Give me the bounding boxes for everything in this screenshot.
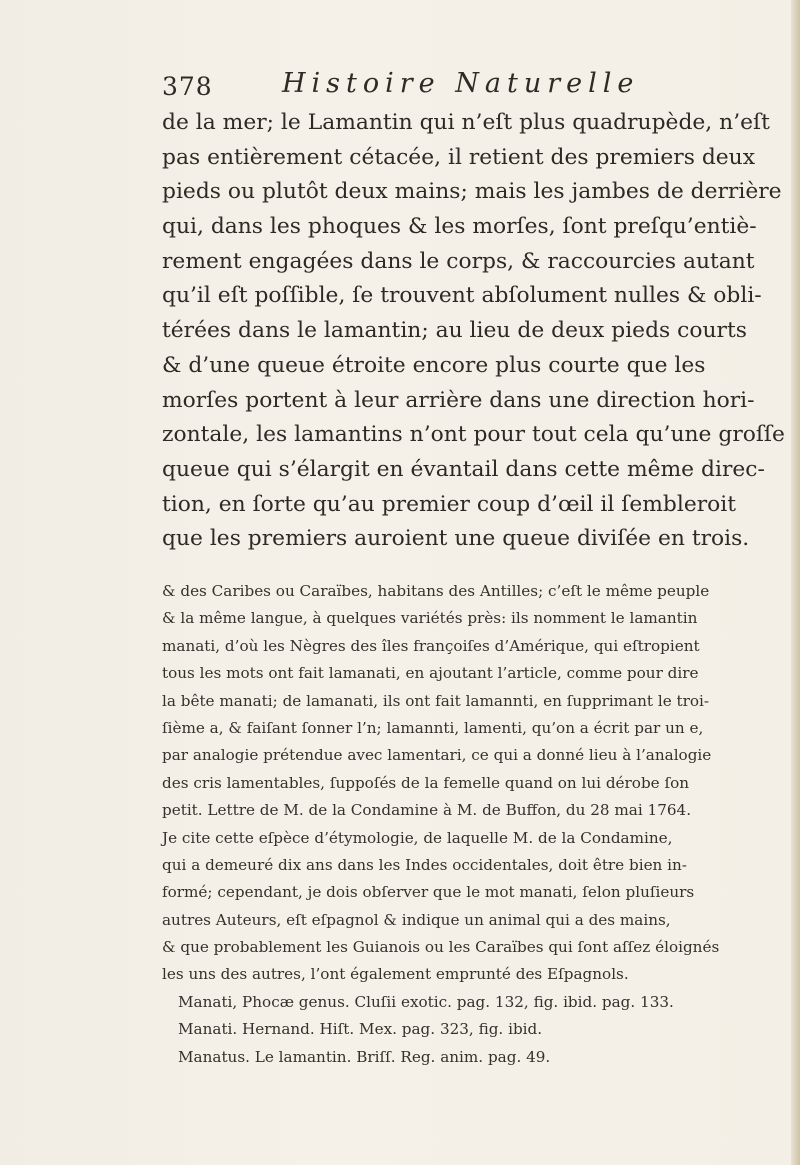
- footnote-line: & la même langue, à quelques variétés près: ils nomment le lamantin: [162, 609, 698, 628]
- page-header: [162, 68, 640, 110]
- text-line: pieds ou plutôt deux mains; mais les jambes de derrière: [162, 179, 782, 205]
- footnote-line: ſième a, & faiſant ſonner l’n; lamannti, lamenti, qu’on a écrit par un e,: [162, 718, 704, 737]
- footnote-line: qui a demeuré dix ans dans les Indes occidentales, doit être bien in-: [162, 855, 687, 874]
- text-line: & d’une queue étroite encore plus courte que les: [162, 352, 706, 378]
- footnote-block: [162, 578, 720, 1071]
- text-line: térées dans le lamantin; au lieu de deux pieds courts: [162, 318, 747, 344]
- text-line: queue qui s’élargit en évantail dans cette même direc-: [162, 456, 765, 482]
- footnote-line: Je cite cette eſpèce d’étymologie, de laquelle M. de la Condamine,: [162, 828, 673, 847]
- text-line: morſes portent à leur arrière dans une direction hori-: [162, 387, 755, 413]
- footnote-line: & que probablement les Guianois ou les Caraïbes qui ſont aſſez éloignés: [162, 938, 720, 957]
- text-line: pas entièrement cétacée, il retient des premiers deux: [162, 144, 756, 170]
- footnote-line: petit. Lettre de M. de la Condamine à M. de Buffon, du 28 mai 1764.: [162, 801, 692, 820]
- main-text: [162, 106, 785, 557]
- footnote-line: & des Caribes ou Caraïbes, habitans des Antilles; c’eſt le même peuple: [162, 582, 710, 600]
- text-line: que les premiers auroient une queue diviſée en trois.: [162, 526, 750, 552]
- page-edge: [791, 0, 800, 1165]
- text-line: rement engagées dans le corps, & raccourcies autant: [162, 248, 755, 274]
- text-line: tion, en ſorte qu’au premier coup d’œil il ſembleroit: [162, 491, 737, 517]
- footnote-line: tous les mots ont fait lamanati, en ajoutant l’article, comme pour dire: [162, 664, 699, 683]
- text-line: de la mer; le Lamantin qui n’eſt plus quadrupède, n’eſt: [162, 110, 770, 135]
- text-line: zontale, les lamantins n’ont pour tout cela qu’une groſſe: [162, 422, 785, 448]
- footnote-line: par analogie prétendue avec lamentari, ce qui a donné lieu à l’analogie: [162, 746, 712, 765]
- text-line: qui, dans les phoques & les morſes, ſont preſqu’entiè-: [162, 214, 757, 240]
- page-number: 378: [162, 72, 213, 101]
- footnote-line: autres Auteurs, eſt eſpagnol & indique un animal qui a des mains,: [162, 910, 671, 929]
- reference-line: Manatus. Le lamantin. Briſſ. Reg. anim. pag. 49.: [178, 1047, 551, 1066]
- running-title: Histoire Naturelle: [282, 68, 640, 99]
- text-line: qu’il eſt poſſible, ſe trouvent abſolument nulles & obli-: [162, 283, 762, 309]
- footnote-line: des cris lamentables, ſuppoſés de la femelle quand on lui dérobe ſon: [162, 773, 690, 792]
- footnote-line: formé; cependant, je dois obſerver que le mot manati, ſelon pluſieurs: [162, 883, 695, 902]
- footnote-line: la bête manati; de lamanati, ils ont fait lamannti, en ſupprimant le troi-: [162, 691, 710, 710]
- reference-line: Manati. Hernand. Hiſt. Mex. pag. 323, fig. ibid.: [178, 1020, 543, 1039]
- reference-line: Manati, Phocæ genus. Cluſii exotic. pag. 132, fig. ibid. pag. 133.: [178, 992, 674, 1011]
- footnote-line: les uns des autres, l’ont également emprunté des Eſpagnols.: [162, 965, 629, 984]
- footnote-line: manati, d’où les Nègres des îles françoiſes d’Amérique, qui eſtropient: [162, 636, 700, 655]
